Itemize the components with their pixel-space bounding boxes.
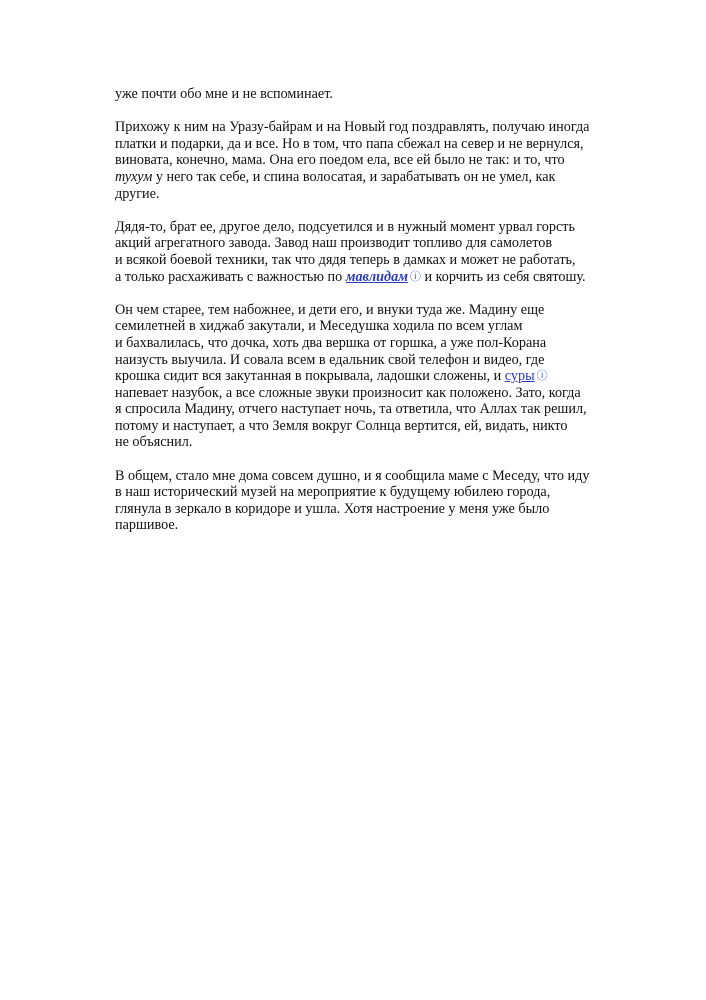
text-line: напевает назубок, а все сложные звуки произносит как положено. Зато, когда — [115, 384, 581, 401]
paragraph-4 — [115, 302, 595, 451]
text-line: В общем, стало мне дома совсем душно, и я сообщила маме с Меседу, что иду — [115, 467, 590, 484]
text-line: Он чем старее, тем набожнее, и дети его, и внуки туда же. Мадину еще — [115, 301, 545, 318]
text-line: виновата, конечно, мама. Она его поедом ела, все ей было не так: и то, что — [115, 152, 565, 169]
link-label: суры — [504, 368, 535, 385]
text-line: не объяснил. — [115, 434, 193, 451]
info-icon: ⓘ — [536, 370, 548, 383]
footnote-link-mavlidam[interactable] — [346, 269, 421, 285]
text-line: платки и подарки, да и все. Но в том, что папа сбежал на север и не вернулся, — [115, 135, 584, 152]
paragraph-5 — [115, 468, 595, 534]
text-line: и бахвалилась, что дочка, хоть два вершка от горшка, а уже пол-Корана — [115, 334, 547, 351]
text-line — [115, 169, 595, 186]
text-line: Дядя-то, брат ее, другое дело, подсуетился и в нужный момент урвал горсть — [115, 218, 575, 235]
text-segment: и корчить из себя святошу. — [420, 268, 586, 285]
text-segment: а только расхаживать с важностью по — [115, 268, 346, 285]
paragraph-2 — [115, 119, 595, 202]
text-line: я спросила Мадину, отчего наступает ночь, та ответила, что Аллах так решил, — [115, 401, 587, 418]
text-segment: крошка сидит вся закутанная в покрывала, ладошки сложены, и — [115, 368, 505, 385]
text-line: в наш исторический музей на мероприятие к будущему юбилею города, — [115, 484, 551, 501]
text-line: семилетней в хиджаб закутали, и Меседушка ходила по всем углам — [115, 318, 523, 335]
text-line: и всякой боевой техники, так что дядя теперь в дамках и может не работать, — [115, 251, 576, 268]
text-line — [115, 368, 595, 385]
text-line: уже почти обо мне и не вспоминает. — [115, 86, 333, 102]
footnote-link-sury[interactable] — [505, 368, 548, 384]
text-line: глянула в зеркало в коридоре и ушла. Хотя настроение у меня уже было — [115, 500, 550, 517]
info-icon: ⓘ — [409, 270, 421, 283]
text-segment: у него так себе, и спина волосатая, и зарабатывать он не умел, как — [152, 168, 556, 185]
text-line: акций агрегатного завода. Завод наш производит топливо для самолетов — [115, 235, 553, 252]
paragraph-1 — [115, 86, 595, 103]
text-line: наизусть выучила. И совала всем в едальник свой телефон и видео, где — [115, 351, 545, 368]
text-line: паршивое. — [115, 517, 179, 534]
link-label: мавлидам — [345, 268, 408, 285]
text-body — [115, 86, 595, 534]
text-line: Прихожу к ним на Уразу-байрам и на Новый год поздравлять, получаю иногда — [115, 119, 590, 136]
italic-term-tukhum: тухум — [115, 168, 153, 185]
text-line — [115, 269, 595, 286]
text-line: другие. — [115, 185, 160, 202]
paragraph-3 — [115, 219, 595, 285]
text-line: потому и наступает, а что Земля вокруг Солнца вертится, ей, видать, никто — [115, 417, 568, 434]
